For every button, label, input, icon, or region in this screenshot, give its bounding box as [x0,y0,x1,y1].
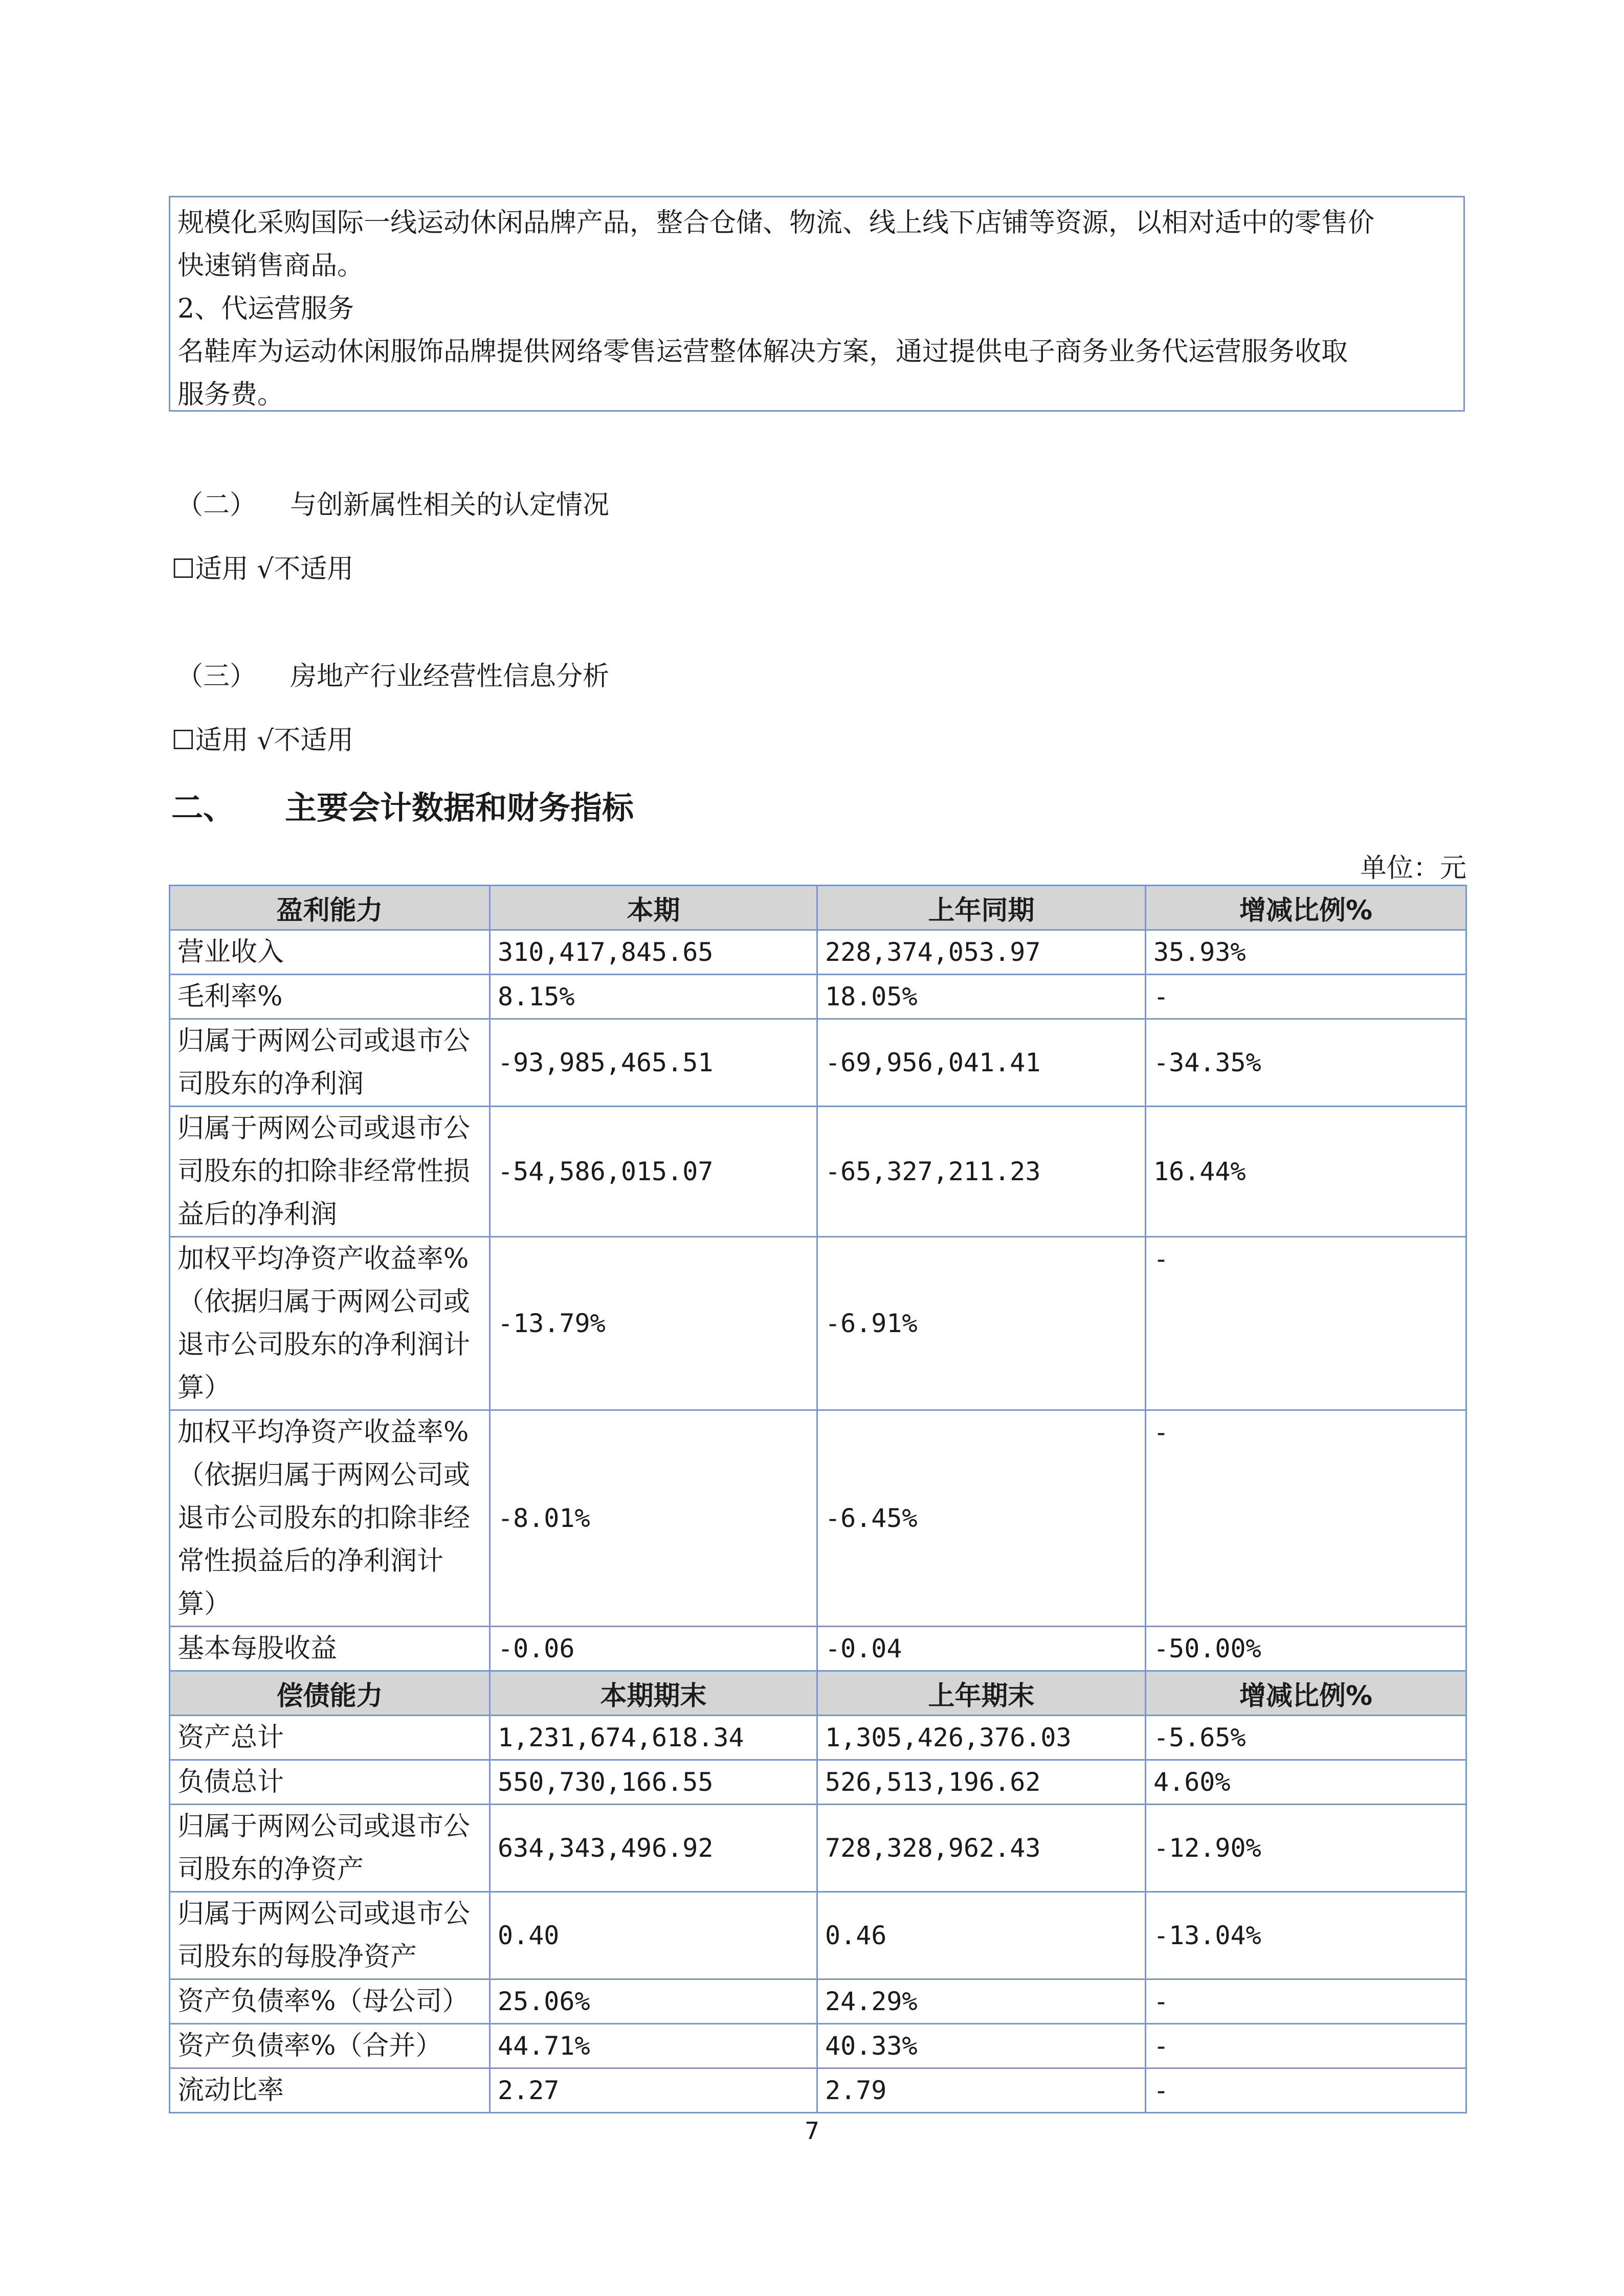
row-current: -0.06 [490,1627,817,1671]
row-label: 基本每股收益 [170,1627,490,1671]
table-row [170,1237,1466,1410]
table-row [170,1107,1466,1237]
row-prior: -6.91% [817,1237,1146,1410]
row-change: - [1146,2068,1466,2113]
section-realestate-choice: ☐适用 √不适用 [171,725,354,756]
row-change: - [1146,1237,1466,1410]
row-prior: 18.05% [817,975,1146,1019]
row-change: - [1146,975,1466,1019]
row-change: -34.35% [1146,1019,1466,1107]
section-realestate-number: （三） [176,661,257,692]
row-change: -13.04% [1146,1892,1466,1979]
row-prior: 228,374,053.97 [817,930,1146,975]
row-label: 资产负债率%（母公司） [170,1979,490,2024]
business-description-box [169,196,1465,412]
row-change: 4.60% [1146,1760,1466,1805]
section-realestate-title: 房地产行业经营性信息分析 [290,661,610,692]
row-current: 0.40 [490,1892,817,1979]
table-row [170,1410,1466,1627]
row-label: 营业收入 [170,930,490,975]
business-line-2: 快速销售商品。 [177,251,364,281]
section-innovation-choice: ☐适用 √不适用 [171,554,354,584]
row-label: 归属于两网公司或退市公司股东的净资产 [170,1805,490,1892]
profit-header-label: 盈利能力 [170,886,490,930]
row-current: 8.15% [490,975,817,1019]
row-change: 16.44% [1146,1107,1466,1237]
row-label: 加权平均净资产收益率%（依据归属于两网公司或退市公司股东的扣除非经常性损益后的净利润计算） [170,1410,490,1627]
table-row [170,1805,1466,1892]
section-innovation-number: （二） [176,490,257,521]
row-label: 归属于两网公司或退市公司股东的净利润 [170,1019,490,1107]
row-label: 流动比率 [170,2068,490,2113]
profit-header-row [170,886,1466,930]
row-prior: -0.04 [817,1627,1146,1671]
row-label: 归属于两网公司或退市公司股东的每股净资产 [170,1892,490,1979]
row-change: - [1146,2024,1466,2068]
row-prior: 40.33% [817,2024,1146,2068]
row-current: -8.01% [490,1410,817,1627]
table-row [170,1716,1466,1760]
row-change: -12.90% [1146,1805,1466,1892]
business-line-1: 规模化采购国际一线运动休闲品牌产品，整合仓储、物流、线上线下店铺等资源，以相对适中的零售价 [177,208,1375,238]
table-row [170,1627,1466,1671]
row-prior: -6.45% [817,1410,1146,1627]
solvency-header-current: 本期期末 [490,1671,817,1716]
table-row [170,1760,1466,1805]
section-realestate-heading [176,655,609,693]
row-current: 310,417,845.65 [490,930,817,975]
solvency-header-change: 增减比例% [1146,1671,1466,1716]
row-current: 634,343,496.92 [490,1805,817,1892]
table-row [170,2068,1466,2113]
row-label: 加权平均净资产收益率%（依据归属于两网公司或退市公司股东的净利润计算） [170,1237,490,1410]
page-number: 7 [804,2117,820,2145]
section-main-number: 二、 [171,789,235,826]
row-change: - [1146,1410,1466,1627]
row-prior: 728,328,962.43 [817,1805,1146,1892]
profit-header-change: 增减比例% [1146,886,1466,930]
table-row [170,2024,1466,2068]
section-main-heading [171,782,634,828]
business-line-3: 2、代运营服务 [177,294,354,324]
row-prior: 526,513,196.62 [817,1760,1146,1805]
table-row [170,1019,1466,1107]
table-row [170,1979,1466,2024]
table-row [170,1892,1466,1979]
section-main-title: 主要会计数据和财务指标 [285,789,634,826]
row-prior: 2.79 [817,2068,1146,2113]
row-label: 归属于两网公司或退市公司股东的扣除非经常性损益后的净利润 [170,1107,490,1237]
row-prior: 0.46 [817,1892,1146,1979]
row-label: 毛利率% [170,975,490,1019]
row-change: - [1146,1979,1466,2024]
table-row [170,930,1466,975]
row-current: 25.06% [490,1979,817,2024]
solvency-header-label: 偿债能力 [170,1671,490,1716]
business-line-5: 服务费。 [177,379,284,410]
profit-header-prior: 上年同期 [817,886,1146,930]
profit-header-current: 本期 [490,886,817,930]
row-prior: -69,956,041.41 [817,1019,1146,1107]
row-current: 550,730,166.55 [490,1760,817,1805]
unit-label: 单位：元 [1360,853,1466,884]
row-current: 2.27 [490,2068,817,2113]
row-prior: 1,305,426,376.03 [817,1716,1146,1760]
row-current: -93,985,465.51 [490,1019,817,1107]
row-change: 35.93% [1146,930,1466,975]
solvency-header-prior: 上年期末 [817,1671,1146,1716]
financial-indicators-table [169,885,1467,2113]
section-innovation-heading [176,483,609,522]
row-current: 44.71% [490,2024,817,2068]
solvency-header-row [170,1671,1466,1716]
business-line-4: 名鞋库为运动休闲服饰品牌提供网络零售运营整体解决方案，通过提供电子商务业务代运营服务收取 [177,336,1348,367]
row-current: 1,231,674,618.34 [490,1716,817,1760]
row-current: -13.79% [490,1237,817,1410]
row-change: -5.65% [1146,1716,1466,1760]
row-label: 负债总计 [170,1760,490,1805]
row-label: 资产负债率%（合并） [170,2024,490,2068]
row-prior: 24.29% [817,1979,1146,2024]
section-innovation-title: 与创新属性相关的认定情况 [290,490,610,521]
row-label: 资产总计 [170,1716,490,1760]
row-current: -54,586,015.07 [490,1107,817,1237]
table-row [170,975,1466,1019]
row-change: -50.00% [1146,1627,1466,1671]
row-prior: -65,327,211.23 [817,1107,1146,1237]
